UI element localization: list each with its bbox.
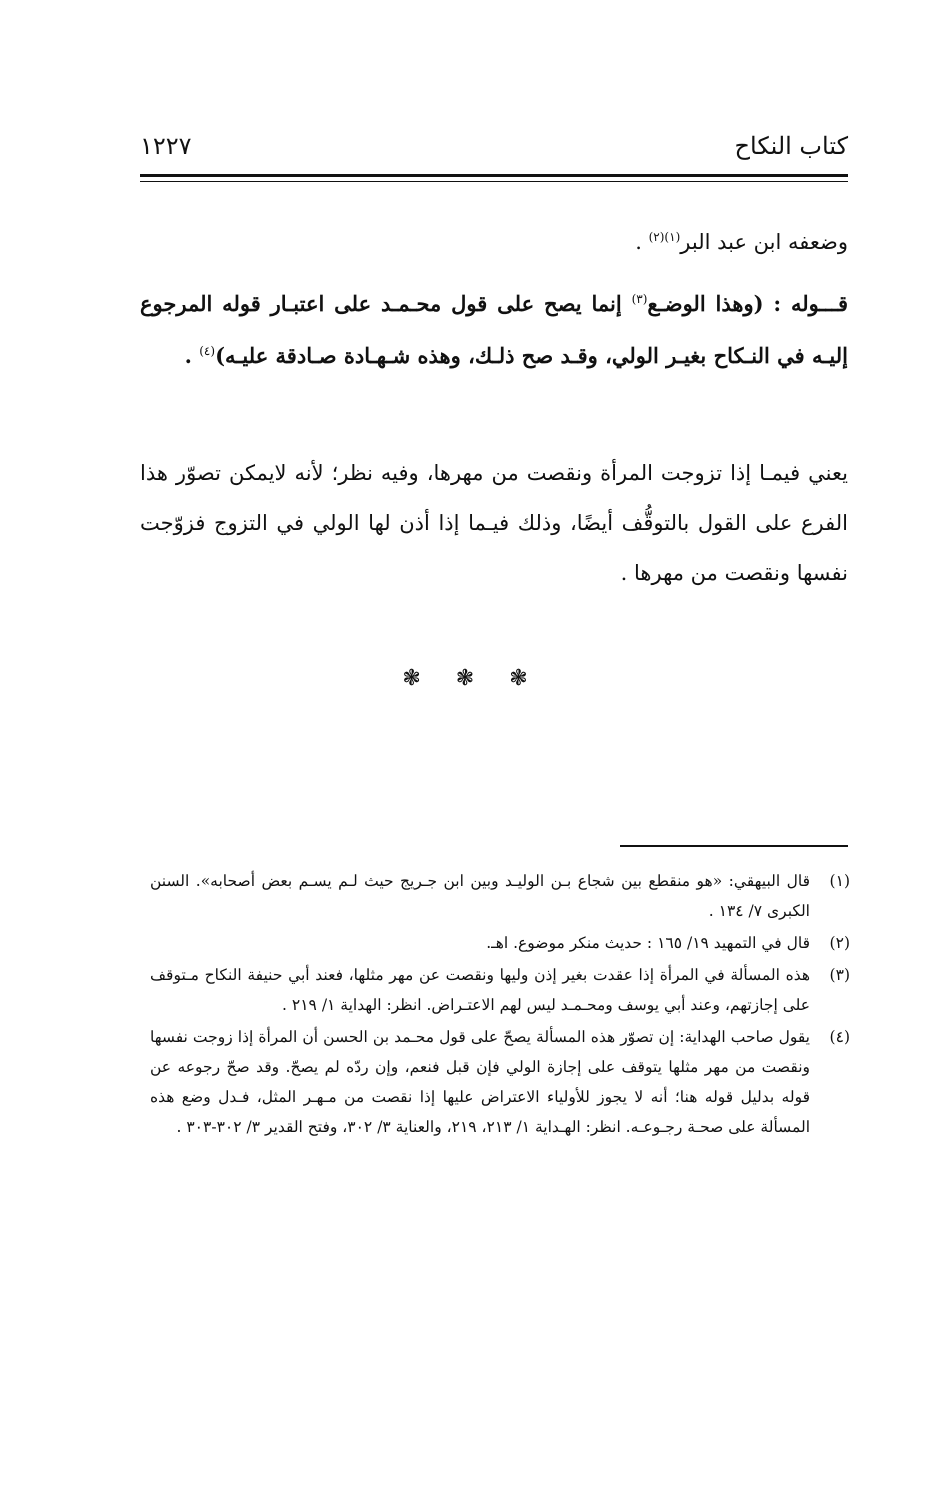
- footnote-number: (٣): [829, 966, 850, 984]
- quote-lead: قـــوله : (وهذا الوضـع: [647, 291, 848, 316]
- footnote: [150, 1022, 850, 1142]
- quote-end: .: [184, 343, 200, 368]
- footnote-ref: (٣): [631, 292, 648, 306]
- page-number: ١٢٢٧: [140, 132, 192, 160]
- footnotes: [150, 866, 850, 1144]
- header-rule-thin: [140, 181, 848, 182]
- quoted-statement: [140, 278, 848, 382]
- footnote-rule: [620, 845, 848, 847]
- footnote-number: (٤): [829, 1028, 850, 1046]
- chapter-title: كتاب النكاح: [734, 132, 848, 160]
- footnote-text: قال في التمهيد ١٩/ ١٦٥ : حديث منكر موضوع. اهـ.: [486, 934, 810, 952]
- footnote-ref: (١)(٢): [648, 230, 681, 244]
- paragraph-1-end: .: [635, 230, 649, 254]
- paragraph-1-text: وضعفه ابن عبد البر: [680, 230, 848, 254]
- footnote-number: (١): [829, 872, 850, 890]
- footnote-text: هذه المسألة في المرأة إذا عقدت بغير إذن وليها ونقصت عن مهر مثلها، فعند أبي حنيفة النكاح مـتوقف على إجازتهم، وعند أبي يوسف ومحـمـد ليس لهم الاعتـراض. انظر: الهداية ١/ ٢١٩ .: [150, 966, 810, 1014]
- footnote-text: يقول صاحب الهداية: إن تصوّر هذه المسألة يصحّ على قول محـمد بن الحسن أن المرأة إذا زوجت نفسها ونقصت من مهر مثلها يتوقف على إجازة الولي فإن قبل فنعم، وإن ردّه لم يصحّ. وقد صحّ رجوعه عن قوله بدليل قوله هنا؛ أنه لا يجوز للأولياء الاعتراض عليها إذا نقصت من مـهـر المثل، فـدل وضع هذه المسألة على صحـة رجـوعـه. انظر: الهـداية ١/ ٢١٣، ٢١٩، والعناية ٣/ ٣٠٢، وفتح القدير ٣/ ٣٠٢-٣٠٣ .: [150, 1028, 810, 1136]
- footnote-ref: (٤): [199, 344, 216, 358]
- footnote-text: قال البيهقي: «هو منقطع بين شجاع بـن الوليـد وبين ابن جـريج حيث لـم يسـم بعض أصحابه». السنن الكبرى ٧/ ١٣٤ .: [150, 872, 810, 920]
- running-header: [140, 132, 848, 172]
- header-rule-thick: [140, 174, 848, 177]
- commentary-paragraph: يعني فيمـا إذا تزوجت المرأة ونقصت من مهرها، وفيه نظر؛ لأنه لايمكن تصوّر هذا الفرع على القول بالتوقُّف أيضًا، وذلك فيـما إذا أذن لها الولي في التزوج فزوّجت نفسها ونقصت من مهرها .: [140, 461, 848, 585]
- footnote: [150, 960, 850, 1020]
- footnote: [150, 866, 850, 926]
- paragraph-1: [140, 222, 848, 262]
- footnote-number: (٢): [829, 934, 850, 952]
- quote-text: إنما يصح على قول محـمـد على اعتبـار قوله المرجوع إليـه في النـكاح بغيـر الولي، وقـد صح ذلـك، وهذه شـهـادة صـادقة عليـه): [140, 291, 848, 368]
- section-separator: ❃ ❃ ❃: [402, 666, 542, 691]
- footnote: [150, 928, 850, 958]
